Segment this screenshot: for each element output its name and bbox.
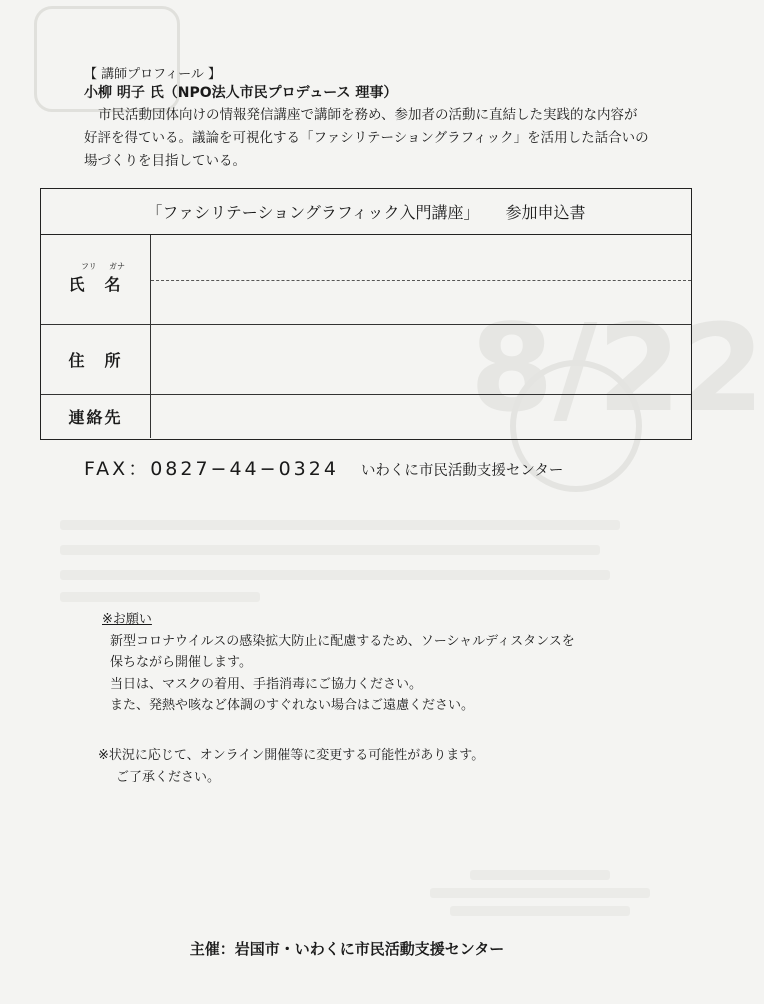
ghost-line: [470, 870, 610, 880]
online-notice-line: ※状況に応じて、オンライン開催等に変更する可能性があります。: [98, 748, 485, 763]
form-title-suffix: 参加申込書: [505, 203, 586, 222]
application-form: [40, 188, 692, 440]
notice-line: 新型コロナウイルスの感染拡大防止に配慮するため、ソーシャルディスタンスを: [110, 633, 575, 649]
ghost-line: [450, 906, 630, 916]
online-notice: [98, 745, 484, 788]
lecturer-description: 市民活動団体向けの情報発信講座で講師を務め、参加者の活動に直結した実践的な内容が好評を得ている。議論を可視化する「ファシリテーショングラフィック」を活用した話合いの場づくりを目指している。: [84, 107, 649, 169]
notice-line: 保ちながら開催します。: [110, 655, 252, 670]
ghost-line: [430, 888, 650, 898]
notice-heading: ※お願い: [102, 612, 152, 627]
ghost-line: [60, 545, 600, 555]
contact-label: 連絡先: [68, 408, 123, 427]
organizer-footer: 主催：岩国市・いわくに市民活動支援センター: [189, 940, 505, 958]
fax-number: FAX：0827−44−0324: [84, 458, 339, 480]
contact-label-cell: [41, 395, 151, 438]
furigana-input-area[interactable]: [151, 235, 691, 281]
lecturer-name: 小柳 明子 氏（NPO法人市民プロデュース 理事）: [84, 85, 398, 101]
address-row[interactable]: [41, 325, 691, 395]
name-label-cell: [41, 235, 151, 324]
name-label: 氏 名: [68, 275, 123, 294]
form-title: [41, 189, 691, 235]
notice-line: また、発熱や咳など体調のすぐれない場合はご遠慮ください。: [110, 698, 475, 713]
fax-line: [84, 454, 563, 481]
ghost-date-mark: 8/22: [470, 300, 764, 439]
notice-block: [102, 609, 575, 717]
contact-row[interactable]: [41, 395, 691, 438]
online-notice-line: ご了承ください。: [116, 769, 221, 785]
profile-heading: 【 講師プロフィール 】: [84, 67, 221, 82]
address-label: 住 所: [68, 351, 123, 370]
notice-line: 当日は、マスクの着用、手指消毒にご協力ください。: [110, 676, 423, 692]
form-course-name: 「ファシリテーショングラフィック入門講座」: [146, 203, 480, 222]
fax-recipient: いわくに市民活動支援センター: [360, 463, 564, 479]
furigana-label-2: ガナ: [109, 262, 125, 271]
ghost-line: [60, 520, 620, 530]
ghost-line: [60, 592, 260, 602]
name-row[interactable]: [41, 235, 691, 325]
furigana-label-1: フリ: [81, 262, 97, 271]
ghost-line: [60, 570, 610, 580]
address-label-cell: [41, 325, 151, 394]
